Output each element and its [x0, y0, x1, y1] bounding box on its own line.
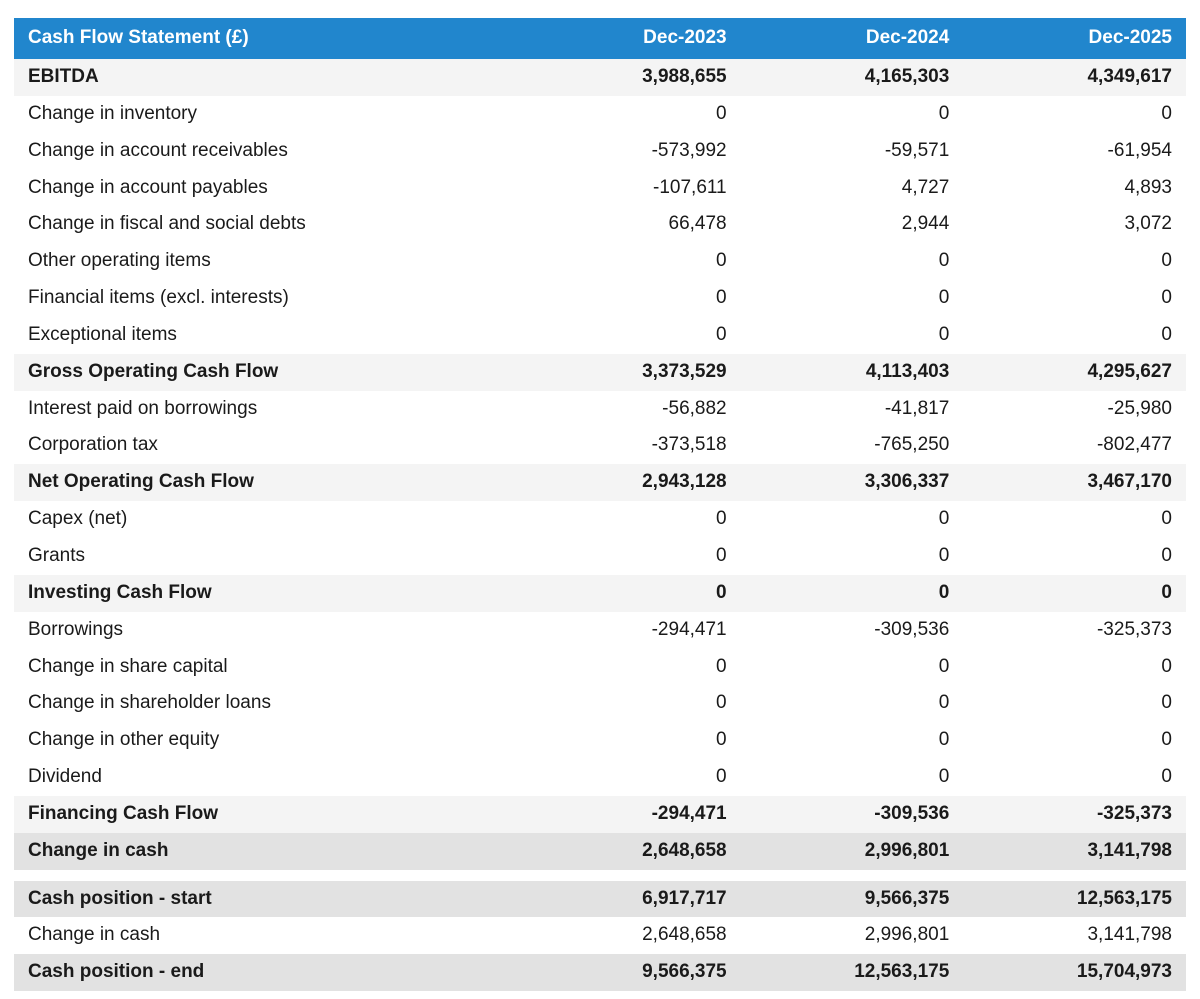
- row-value: 0: [741, 759, 964, 796]
- table-row: [14, 649, 1186, 686]
- row-label: Change in share capital: [14, 649, 518, 686]
- row-value: 2,944: [741, 206, 964, 243]
- row-value: 3,373,529: [518, 354, 741, 391]
- table-row: [14, 685, 1186, 722]
- row-value: 0: [741, 280, 964, 317]
- row-value: 12,563,175: [741, 954, 964, 991]
- column-header-1: Dec-2024: [741, 18, 964, 59]
- table-row: [14, 759, 1186, 796]
- row-value: 2,996,801: [741, 917, 964, 954]
- row-value: 0: [741, 501, 964, 538]
- row-value: 0: [518, 759, 741, 796]
- row-label: Financing Cash Flow: [14, 796, 518, 833]
- row-label: Change in inventory: [14, 96, 518, 133]
- row-value: 2,943,128: [518, 464, 741, 501]
- row-value: -573,992: [518, 133, 741, 170]
- row-value: 3,141,798: [963, 917, 1186, 954]
- row-label: Dividend: [14, 759, 518, 796]
- row-value: -294,471: [518, 612, 741, 649]
- row-label: Net Operating Cash Flow: [14, 464, 518, 501]
- cash-flow-table: [14, 18, 1186, 991]
- row-label: Borrowings: [14, 612, 518, 649]
- row-value: 0: [741, 538, 964, 575]
- row-value: -325,373: [963, 796, 1186, 833]
- row-value: 2,648,658: [518, 917, 741, 954]
- row-value: -107,611: [518, 170, 741, 207]
- row-value: 0: [741, 317, 964, 354]
- row-value: -309,536: [741, 612, 964, 649]
- row-value: -61,954: [963, 133, 1186, 170]
- column-header-2: Dec-2025: [963, 18, 1186, 59]
- table-row: [14, 427, 1186, 464]
- table-row: [14, 464, 1186, 501]
- row-value: 0: [963, 280, 1186, 317]
- column-header-0: Dec-2023: [518, 18, 741, 59]
- row-value: 0: [518, 538, 741, 575]
- row-value: 0: [741, 96, 964, 133]
- table-row: [14, 206, 1186, 243]
- row-label: Corporation tax: [14, 427, 518, 464]
- header-row: [14, 18, 1186, 59]
- table-row: [14, 917, 1186, 954]
- row-value: 0: [518, 685, 741, 722]
- table-row: [14, 96, 1186, 133]
- row-label: Investing Cash Flow: [14, 575, 518, 612]
- row-value: -325,373: [963, 612, 1186, 649]
- row-value: 3,467,170: [963, 464, 1186, 501]
- row-label: EBITDA: [14, 59, 518, 96]
- row-label: Capex (net): [14, 501, 518, 538]
- row-value: -309,536: [741, 796, 964, 833]
- row-value: 6,917,717: [518, 881, 741, 918]
- table-row: [14, 538, 1186, 575]
- table-row: [14, 317, 1186, 354]
- row-value: 3,141,798: [963, 833, 1186, 870]
- table-header: [14, 18, 1186, 59]
- row-label: Financial items (excl. interests): [14, 280, 518, 317]
- row-value: 0: [963, 501, 1186, 538]
- table-row: [14, 280, 1186, 317]
- row-value: -294,471: [518, 796, 741, 833]
- row-value: -765,250: [741, 427, 964, 464]
- row-value: 0: [963, 722, 1186, 759]
- row-label: Grants: [14, 538, 518, 575]
- row-value: 0: [518, 280, 741, 317]
- row-value: 3,988,655: [518, 59, 741, 96]
- row-value: 9,566,375: [741, 881, 964, 918]
- row-label: Change in other equity: [14, 722, 518, 759]
- row-value: -41,817: [741, 391, 964, 428]
- row-value: 66,478: [518, 206, 741, 243]
- row-value: 0: [963, 759, 1186, 796]
- table-row: [14, 575, 1186, 612]
- row-value: 0: [741, 243, 964, 280]
- row-label: Cash position - start: [14, 881, 518, 918]
- row-value: 0: [518, 649, 741, 686]
- row-value: 0: [741, 575, 964, 612]
- row-value: 12,563,175: [963, 881, 1186, 918]
- row-value: -59,571: [741, 133, 964, 170]
- row-value: 0: [518, 243, 741, 280]
- table-row: [14, 170, 1186, 207]
- row-value: 4,295,627: [963, 354, 1186, 391]
- row-value: 4,893: [963, 170, 1186, 207]
- table-row: [14, 59, 1186, 96]
- row-value: 0: [963, 538, 1186, 575]
- row-label: Change in account payables: [14, 170, 518, 207]
- row-value: 0: [963, 649, 1186, 686]
- row-label: Other operating items: [14, 243, 518, 280]
- row-value: 0: [518, 501, 741, 538]
- row-value: 0: [741, 722, 964, 759]
- row-value: 0: [518, 722, 741, 759]
- row-value: 0: [518, 96, 741, 133]
- row-label: Interest paid on borrowings: [14, 391, 518, 428]
- row-value: 4,727: [741, 170, 964, 207]
- row-value: -56,882: [518, 391, 741, 428]
- table-title: Cash Flow Statement (£): [14, 18, 518, 59]
- row-value: 0: [518, 575, 741, 612]
- row-value: 0: [963, 575, 1186, 612]
- row-label: Change in shareholder loans: [14, 685, 518, 722]
- row-value: 0: [741, 649, 964, 686]
- row-label: Cash position - end: [14, 954, 518, 991]
- row-value: 9,566,375: [518, 954, 741, 991]
- row-value: 3,072: [963, 206, 1186, 243]
- table-row: [14, 354, 1186, 391]
- row-value: -802,477: [963, 427, 1186, 464]
- row-value: 3,306,337: [741, 464, 964, 501]
- table-row: [14, 722, 1186, 759]
- row-value: 0: [963, 317, 1186, 354]
- table-row: [14, 881, 1186, 918]
- row-value: 4,349,617: [963, 59, 1186, 96]
- row-value: 0: [518, 317, 741, 354]
- table-row: [14, 133, 1186, 170]
- row-label: Exceptional items: [14, 317, 518, 354]
- row-value: 0: [963, 243, 1186, 280]
- table-row: [14, 391, 1186, 428]
- row-value: 15,704,973: [963, 954, 1186, 991]
- row-value: 0: [963, 96, 1186, 133]
- table-spacer-row: [14, 870, 1186, 881]
- table-row: [14, 833, 1186, 870]
- table-body: [14, 59, 1186, 991]
- row-label: Change in cash: [14, 833, 518, 870]
- row-label: Change in cash: [14, 917, 518, 954]
- row-label: Change in account receivables: [14, 133, 518, 170]
- table-row: [14, 243, 1186, 280]
- row-value: 4,113,403: [741, 354, 964, 391]
- row-value: -25,980: [963, 391, 1186, 428]
- row-value: 2,648,658: [518, 833, 741, 870]
- table-row: [14, 612, 1186, 649]
- row-value: 0: [963, 685, 1186, 722]
- row-label: Gross Operating Cash Flow: [14, 354, 518, 391]
- table-row: [14, 501, 1186, 538]
- row-value: 4,165,303: [741, 59, 964, 96]
- table-row: [14, 796, 1186, 833]
- spacer-cell: [14, 870, 1186, 881]
- table-row: [14, 954, 1186, 991]
- row-value: -373,518: [518, 427, 741, 464]
- row-value: 2,996,801: [741, 833, 964, 870]
- row-label: Change in fiscal and social debts: [14, 206, 518, 243]
- row-value: 0: [741, 685, 964, 722]
